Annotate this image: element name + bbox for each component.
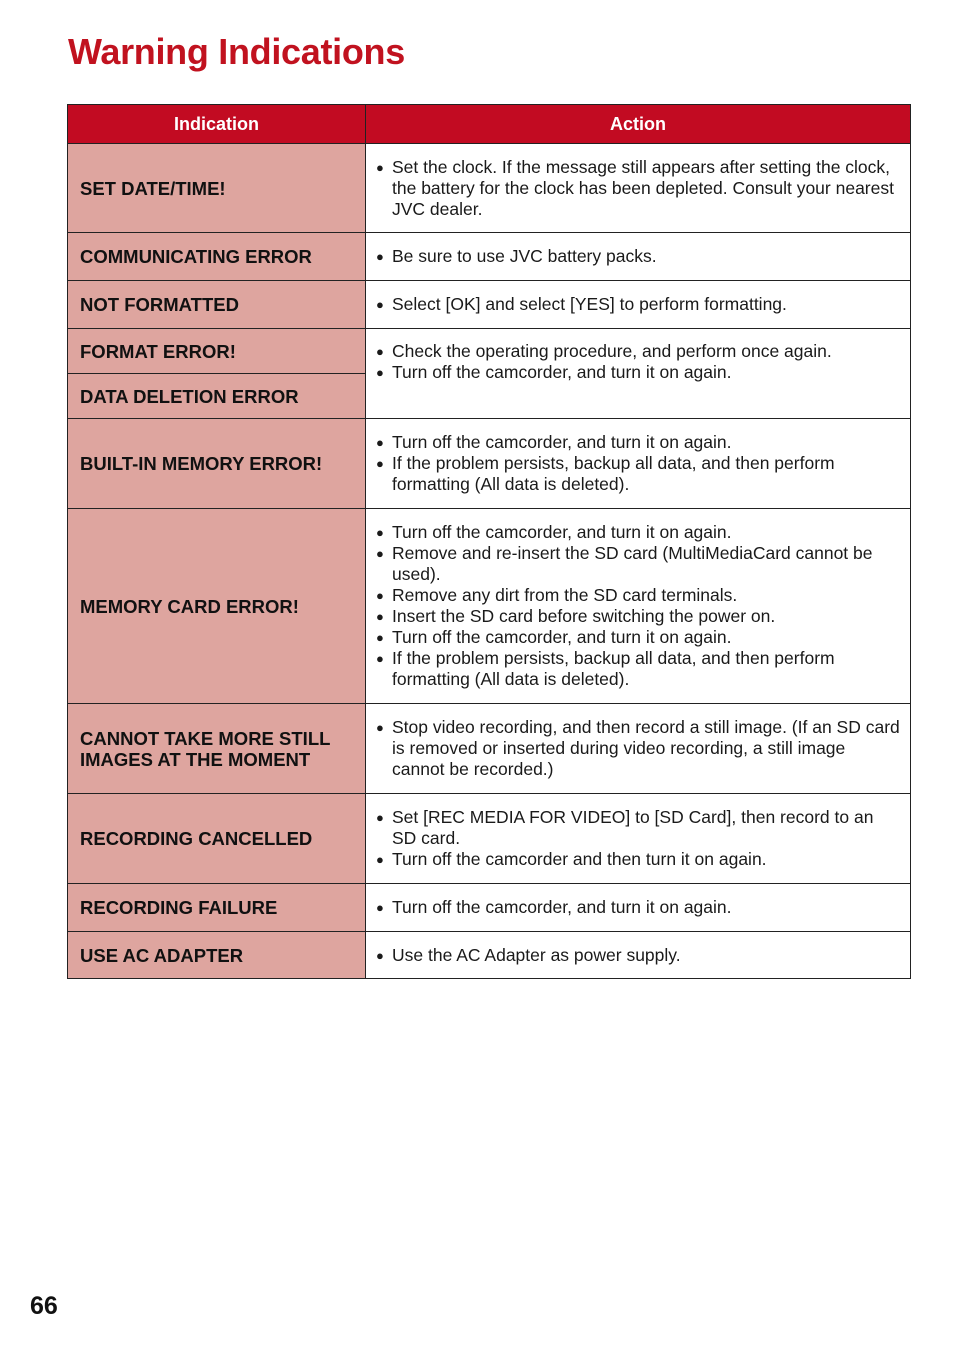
indication-cell: MEMORY CARD ERROR! [68, 509, 366, 704]
table-row [68, 281, 911, 329]
action-item: ● Turn off the camcorder, and turn it on again. [376, 432, 732, 452]
action-cell [366, 794, 911, 884]
action-item: ● Turn off the camcorder and then turn it on again. [376, 849, 767, 869]
bullet-icon: ● [376, 651, 384, 666]
action-item: ● Stop video recording, and then record a still image. (If an SD card is removed or inserted during video recording, a still image cannot be recorded.) [376, 717, 900, 779]
bullet-icon: ● [376, 588, 384, 603]
table-row [68, 794, 911, 884]
action-item: ● If the problem persists, backup all data, and then perform formatting (All data is deleted). [376, 453, 835, 494]
page-title: Warning Indications [68, 31, 405, 72]
action-item: ● Turn off the camcorder, and turn it on again. [376, 522, 732, 542]
bullet-icon: ● [376, 900, 384, 915]
action-column-header: Action [366, 105, 911, 144]
indication-cell: FORMAT ERROR! [68, 329, 366, 374]
bullet-icon: ● [376, 344, 384, 359]
bullet-icon: ● [376, 852, 384, 867]
bullet-icon: ● [376, 546, 384, 561]
action-item: ● Remove any dirt from the SD card terminals. [376, 585, 738, 605]
bullet-icon: ● [376, 525, 384, 540]
page-number: 66 [30, 1292, 58, 1320]
action-cell [366, 281, 911, 329]
action-item: ● Remove and re-insert the SD card (MultiMediaCard cannot be used). [376, 543, 873, 584]
table-row [68, 233, 911, 281]
bullet-icon: ● [376, 365, 384, 380]
bullet-icon: ● [376, 720, 384, 735]
action-item: ● Be sure to use JVC battery packs. [376, 246, 657, 266]
action-item: ● Turn off the camcorder, and turn it on again. [376, 897, 732, 917]
indication-column-header: Indication [68, 105, 366, 144]
action-item: ● Select [OK] and select [YES] to perform formatting. [376, 294, 787, 314]
indication-cell: SET DATE/TIME! [68, 144, 366, 233]
action-cell [366, 509, 911, 704]
action-item: ● Check the operating procedure, and perform once again. [376, 341, 832, 361]
table-row [68, 144, 911, 233]
action-cell [366, 932, 911, 979]
indication-cell: CANNOT TAKE MORE STILL IMAGES AT THE MOMENT [68, 704, 366, 794]
indication-cell: NOT FORMATTED [68, 281, 366, 329]
action-item: ● Insert the SD card before switching the power on. [376, 606, 776, 626]
action-cell [366, 884, 911, 932]
action-cell [366, 419, 911, 509]
table-row [68, 704, 911, 794]
bullet-icon: ● [376, 630, 384, 645]
action-cell [366, 233, 911, 281]
indication-cell: RECORDING FAILURE [68, 884, 366, 932]
table-header-row [68, 105, 911, 144]
indication-cell: USE AC ADAPTER [68, 932, 366, 979]
indication-cell: DATA DELETION ERROR [68, 374, 366, 419]
bullet-icon: ● [376, 609, 384, 624]
bullet-icon: ● [376, 456, 384, 471]
table-row [68, 932, 911, 979]
action-item: ● Use the AC Adapter as power supply. [376, 944, 681, 965]
action-item: ● If the problem persists, backup all data, and then perform formatting (All data is deleted). [376, 648, 835, 689]
action-cell [366, 329, 911, 419]
bullet-icon: ● [376, 947, 384, 963]
action-cell [366, 144, 911, 233]
indication-cell: BUILT-IN MEMORY ERROR! [68, 419, 366, 509]
table-row [68, 329, 911, 374]
action-cell [366, 704, 911, 794]
indication-cell: RECORDING CANCELLED [68, 794, 366, 884]
bullet-icon: ● [376, 159, 384, 175]
indication-cell: COMMUNICATING ERROR [68, 233, 366, 281]
table-row [68, 509, 911, 704]
table-row [68, 884, 911, 932]
bullet-icon: ● [376, 249, 384, 264]
warning-table [67, 104, 911, 979]
bullet-icon: ● [376, 810, 384, 825]
table-row [68, 419, 911, 509]
action-item: ● Turn off the camcorder, and turn it on again. [376, 362, 732, 382]
action-item: ● Set the clock. If the message still appears after setting the clock, the battery for the clock has been depleted. Consult your nearest JVC dealer. [376, 156, 894, 219]
action-item: ● Set [REC MEDIA FOR VIDEO] to [SD Card], then record to an SD card. [376, 807, 874, 848]
bullet-icon: ● [376, 435, 384, 450]
action-item: ● Turn off the camcorder, and turn it on again. [376, 627, 732, 647]
bullet-icon: ● [376, 297, 384, 312]
